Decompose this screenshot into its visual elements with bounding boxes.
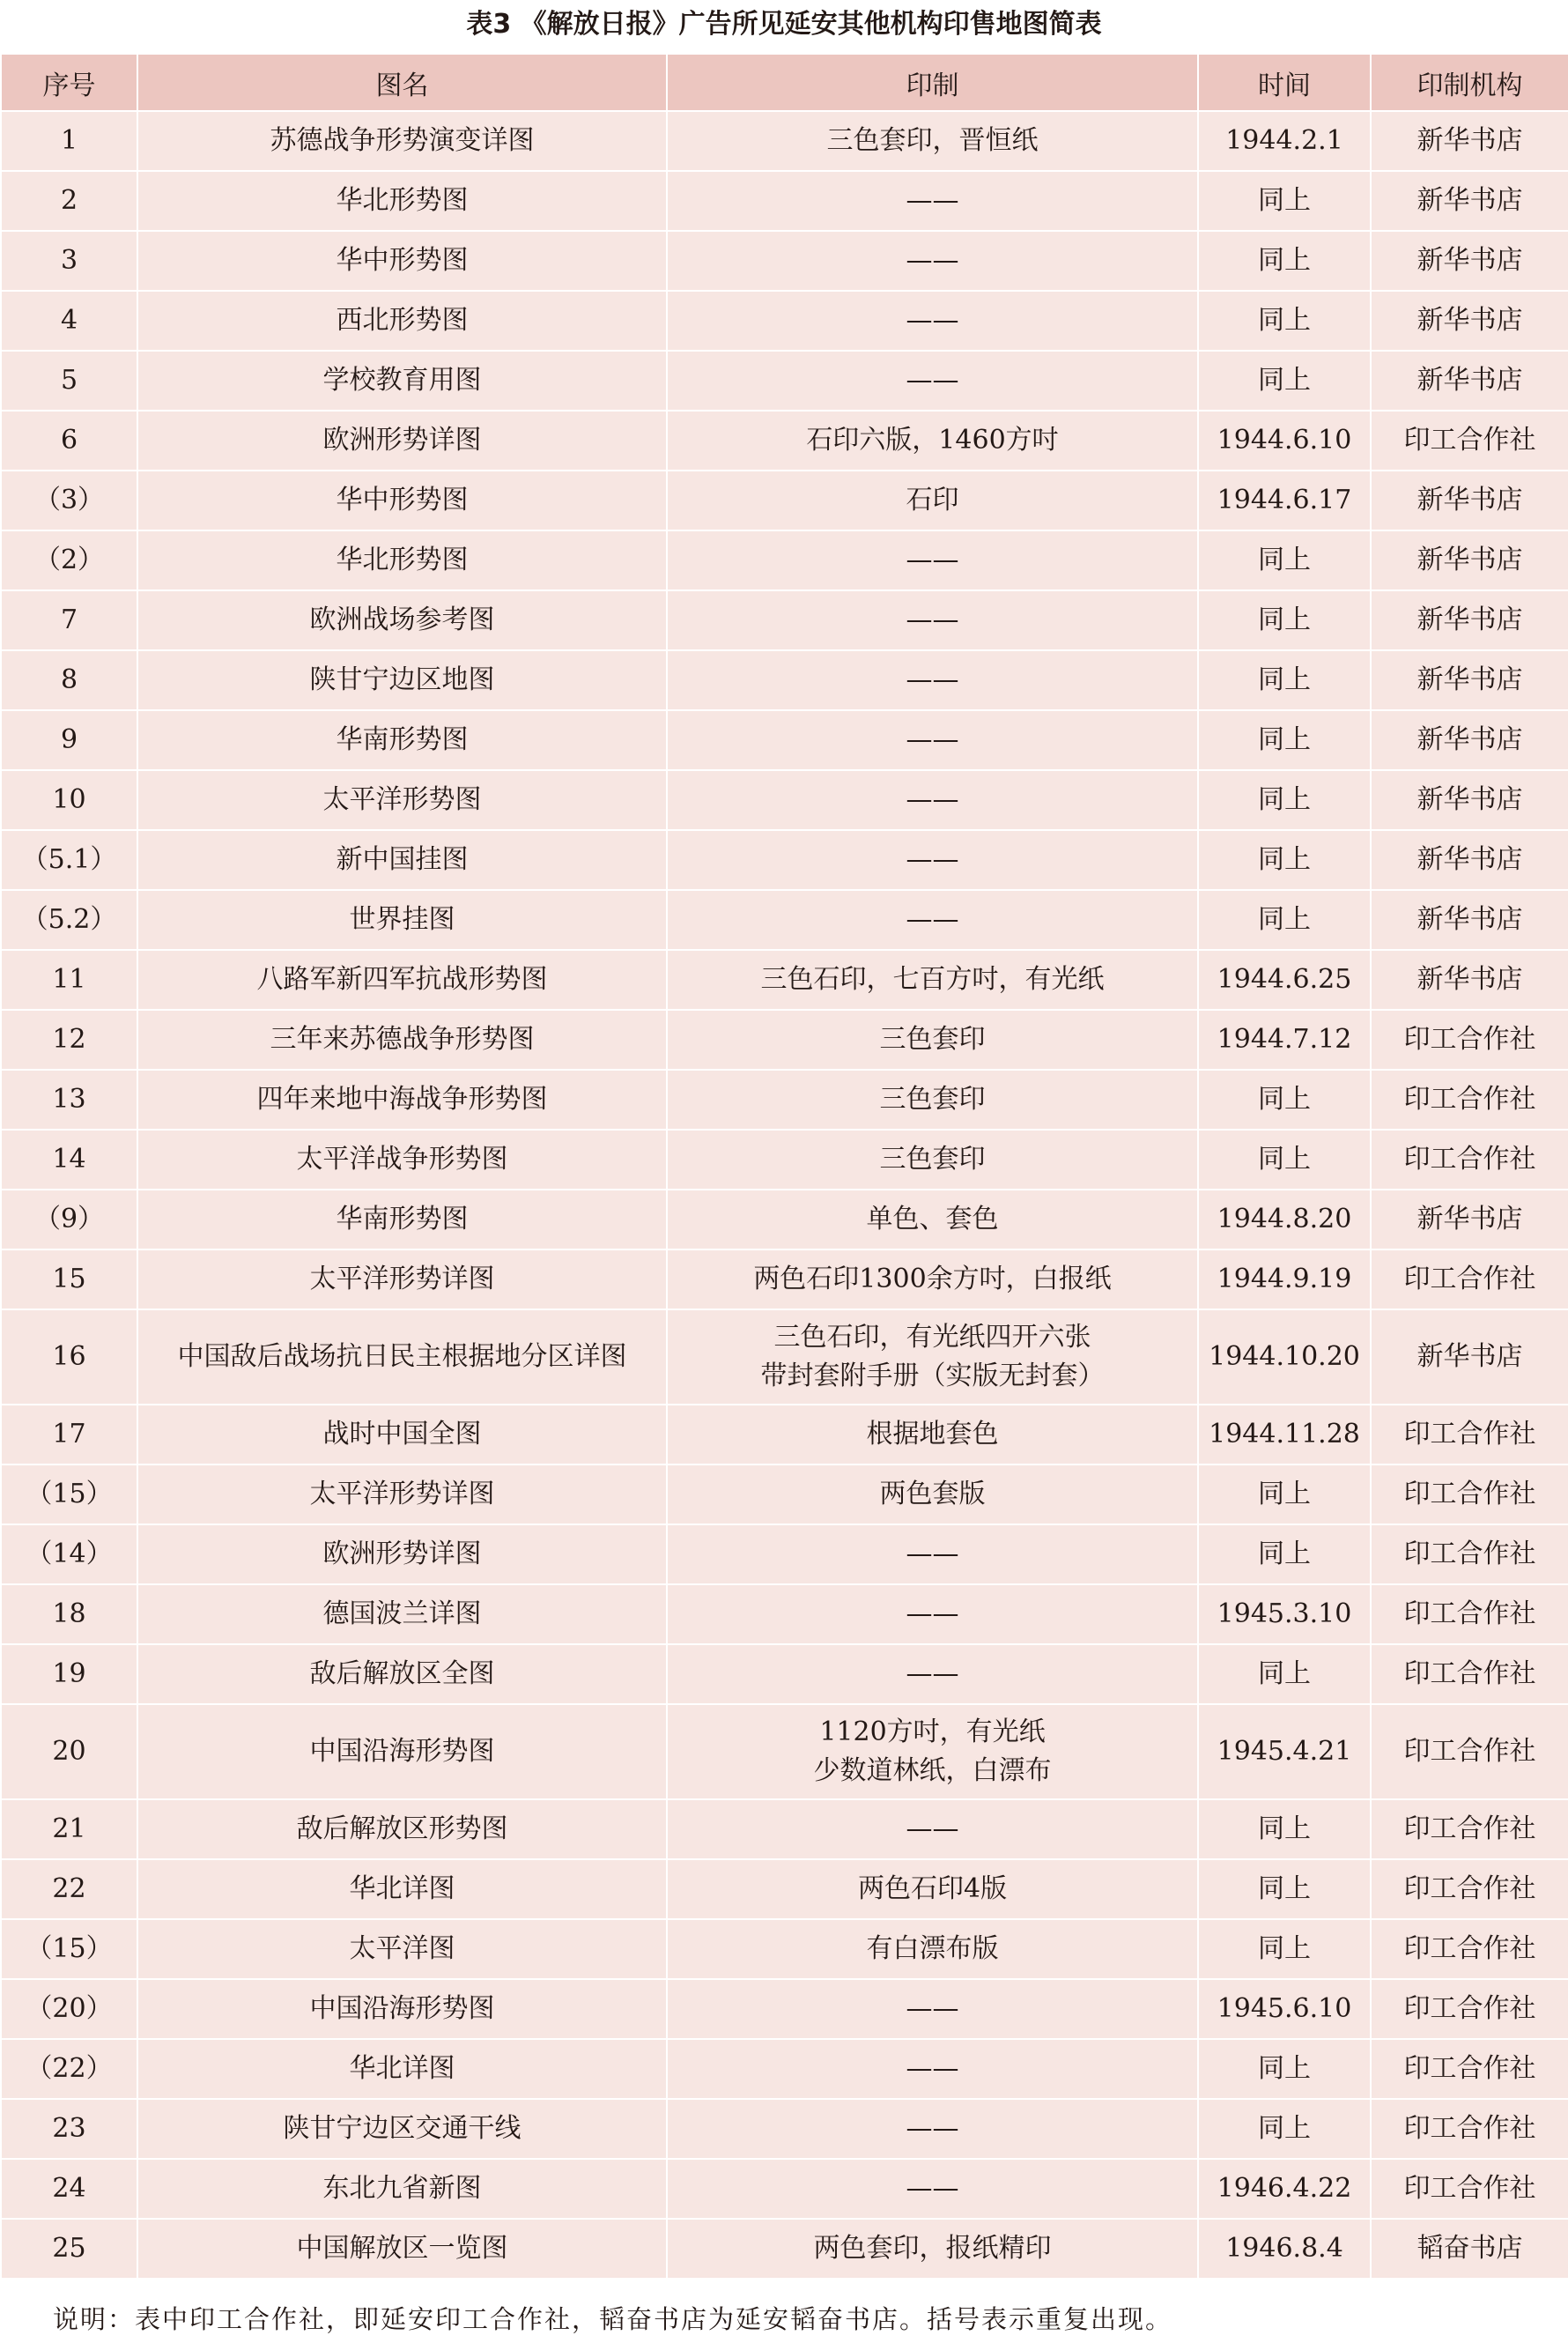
cell-name: 中国解放区一览图 (137, 2219, 667, 2279)
cell-no: （9） (1, 1190, 137, 1249)
print-line: 1120方吋，有光纸 (819, 1716, 1046, 1747)
cell-print (667, 1704, 1198, 1799)
cell-print (667, 2159, 1198, 2219)
cell-name: 世界挂图 (137, 890, 667, 950)
cell-date: 同上 (1198, 2039, 1371, 2099)
print-line: 带封套附手册（实版无封套） (760, 1361, 1105, 1391)
cell-name: 太平洋图 (137, 1919, 667, 1979)
cell-print (667, 1464, 1198, 1524)
table-row (1, 1799, 1568, 1859)
cell-name: 陕甘宁边区交通干线 (137, 2099, 667, 2159)
table-row (1, 291, 1568, 351)
cell-name: 华南形势图 (137, 1190, 667, 1249)
cell-name: 新中国挂图 (137, 830, 667, 890)
cell-org: 印工合作社 (1371, 1464, 1568, 1524)
cell-no: （14） (1, 1524, 137, 1584)
table-row (1, 1249, 1568, 1309)
header-name: 图名 (137, 55, 667, 111)
cell-print (667, 1405, 1198, 1464)
print-line: 三色石印，有光纸四开六张 (773, 1322, 1091, 1353)
print-line: 三色石印，七百方吋，有光纸 (760, 964, 1105, 995)
print-line: 三色套印 (879, 1024, 986, 1055)
cell-print (667, 890, 1198, 950)
cell-print (667, 1070, 1198, 1130)
cell-print (667, 1524, 1198, 1584)
cell-name: 敌后解放区形势图 (137, 1799, 667, 1859)
header-print: 印制 (667, 55, 1198, 111)
table-row (1, 530, 1568, 590)
cell-date: 同上 (1198, 291, 1371, 351)
cell-date: 同上 (1198, 1464, 1371, 1524)
print-line: —— (906, 245, 959, 276)
cell-org: 新华书店 (1371, 710, 1568, 770)
cell-no: 24 (1, 2159, 137, 2219)
cell-org: 印工合作社 (1371, 1405, 1568, 1464)
cell-no: 19 (1, 1644, 137, 1704)
cell-no: 17 (1, 1405, 137, 1464)
cell-org: 印工合作社 (1371, 1859, 1568, 1919)
cell-org: 新华书店 (1371, 171, 1568, 231)
cell-print (667, 770, 1198, 830)
print-line: —— (906, 545, 959, 575)
cell-name: 四年来地中海战争形势图 (137, 1070, 667, 1130)
cell-date: 同上 (1198, 1130, 1371, 1190)
cell-no: 3 (1, 231, 137, 291)
print-line: —— (906, 1598, 959, 1629)
cell-org: 新华书店 (1371, 291, 1568, 351)
cell-name: 华北详图 (137, 2039, 667, 2099)
cell-date: 同上 (1198, 830, 1371, 890)
cell-org: 韬奋书店 (1371, 2219, 1568, 2279)
cell-print (667, 1010, 1198, 1070)
cell-no: 6 (1, 411, 137, 471)
print-line: —— (906, 1993, 959, 2024)
cell-org: 印工合作社 (1371, 411, 1568, 471)
cell-no: （5.2） (1, 890, 137, 950)
table-row (1, 1859, 1568, 1919)
table-row (1, 2099, 1568, 2159)
cell-date: 同上 (1198, 231, 1371, 291)
cell-date: 1944.6.17 (1198, 471, 1371, 530)
cell-no: 8 (1, 650, 137, 710)
cell-print (667, 291, 1198, 351)
cell-date: 同上 (1198, 2099, 1371, 2159)
cell-no: 4 (1, 291, 137, 351)
print-line: 三色套印 (879, 1144, 986, 1175)
print-line: 根据地套色 (866, 1419, 999, 1450)
cell-print (667, 171, 1198, 231)
cell-print (667, 1859, 1198, 1919)
cell-no: 20 (1, 1704, 137, 1799)
cell-org: 印工合作社 (1371, 1919, 1568, 1979)
cell-date: 1944.6.10 (1198, 411, 1371, 471)
table-row (1, 1010, 1568, 1070)
cell-name: 战时中国全图 (137, 1405, 667, 1464)
print-line: —— (906, 904, 959, 935)
cell-no: （2） (1, 530, 137, 590)
cell-date: 1945.6.10 (1198, 1979, 1371, 2039)
table-row (1, 1130, 1568, 1190)
table-row (1, 1309, 1568, 1405)
cell-print (667, 1979, 1198, 2039)
cell-no: 1 (1, 111, 137, 171)
cell-date: 同上 (1198, 590, 1371, 650)
cell-org: 新华书店 (1371, 1309, 1568, 1405)
print-line: —— (906, 365, 959, 396)
table-row (1, 590, 1568, 650)
print-line: 石印六版，1460方吋 (806, 425, 1059, 456)
cell-name: 欧洲战场参考图 (137, 590, 667, 650)
cell-print (667, 471, 1198, 530)
table-row (1, 231, 1568, 291)
cell-date: 同上 (1198, 351, 1371, 411)
cell-date: 同上 (1198, 171, 1371, 231)
cell-print (667, 1130, 1198, 1190)
table-row (1, 1464, 1568, 1524)
cell-date: 同上 (1198, 1070, 1371, 1130)
cell-print (667, 1309, 1198, 1405)
cell-date: 1944.9.19 (1198, 1249, 1371, 1309)
header-date: 时间 (1198, 55, 1371, 111)
cell-org: 新华书店 (1371, 770, 1568, 830)
print-line: —— (906, 784, 959, 815)
cell-print (667, 1190, 1198, 1249)
cell-no: 7 (1, 590, 137, 650)
cell-org: 印工合作社 (1371, 2159, 1568, 2219)
cell-date: 1944.7.12 (1198, 1010, 1371, 1070)
cell-no: 5 (1, 351, 137, 411)
cell-org: 新华书店 (1371, 830, 1568, 890)
cell-org: 印工合作社 (1371, 1799, 1568, 1859)
cell-org: 印工合作社 (1371, 1704, 1568, 1799)
cell-name: 华南形势图 (137, 710, 667, 770)
cell-name: 德国波兰详图 (137, 1584, 667, 1644)
cell-name: 太平洋形势图 (137, 770, 667, 830)
cell-print (667, 1584, 1198, 1644)
cell-org: 印工合作社 (1371, 1584, 1568, 1644)
cell-name: 八路军新四军抗战形势图 (137, 950, 667, 1010)
cell-org: 印工合作社 (1371, 1644, 1568, 1704)
cell-no: 16 (1, 1309, 137, 1405)
cell-date: 1944.11.28 (1198, 1405, 1371, 1464)
cell-print (667, 111, 1198, 171)
table-row (1, 770, 1568, 830)
table-row (1, 1584, 1568, 1644)
cell-date: 同上 (1198, 650, 1371, 710)
cell-no: 25 (1, 2219, 137, 2279)
cell-date: 同上 (1198, 1799, 1371, 1859)
table-header (1, 55, 1568, 111)
cell-print (667, 950, 1198, 1010)
print-line: 两色石印4版 (857, 1873, 1008, 1904)
print-line: —— (906, 844, 959, 875)
cell-name: 中国沿海形势图 (137, 1979, 667, 2039)
print-line: —— (906, 2113, 959, 2144)
cell-print (667, 231, 1198, 291)
cell-no: 22 (1, 1859, 137, 1919)
print-line: 单色、套色 (866, 1204, 999, 1235)
cell-no: （22） (1, 2039, 137, 2099)
cell-org: 新华书店 (1371, 351, 1568, 411)
cell-print (667, 2039, 1198, 2099)
cell-date: 1944.10.20 (1198, 1309, 1371, 1405)
table-row (1, 471, 1568, 530)
cell-date: 1944.2.1 (1198, 111, 1371, 171)
print-line: 三色套印，晋恒纸 (826, 125, 1039, 156)
cell-date: 同上 (1198, 710, 1371, 770)
cell-name: 东北九省新图 (137, 2159, 667, 2219)
cell-org: 新华书店 (1371, 650, 1568, 710)
table-row (1, 710, 1568, 770)
cell-print (667, 830, 1198, 890)
table-row (1, 171, 1568, 231)
table-row (1, 950, 1568, 1010)
cell-name: 苏德战争形势演变详图 (137, 111, 667, 171)
cell-name: 三年来苏德战争形势图 (137, 1010, 667, 1070)
table-row (1, 2219, 1568, 2279)
cell-org: 新华书店 (1371, 590, 1568, 650)
cell-date: 同上 (1198, 1644, 1371, 1704)
cell-org: 印工合作社 (1371, 1070, 1568, 1130)
cell-org: 印工合作社 (1371, 1979, 1568, 2039)
cell-org: 新华书店 (1371, 1190, 1568, 1249)
cell-date: 1945.4.21 (1198, 1704, 1371, 1799)
cell-org: 印工合作社 (1371, 2039, 1568, 2099)
cell-name: 中国敌后战场抗日民主根据地分区详图 (137, 1309, 667, 1405)
cell-org: 印工合作社 (1371, 1130, 1568, 1190)
cell-no: （20） (1, 1979, 137, 2039)
print-line: 少数道林纸，白漂布 (813, 1755, 1052, 1786)
cell-print (667, 351, 1198, 411)
table-row (1, 351, 1568, 411)
cell-no: 23 (1, 2099, 137, 2159)
cell-no: （15） (1, 1464, 137, 1524)
cell-no: 12 (1, 1010, 137, 1070)
cell-org: 新华书店 (1371, 471, 1568, 530)
cell-org: 印工合作社 (1371, 2099, 1568, 2159)
cell-name: 欧洲形势详图 (137, 411, 667, 471)
table-row (1, 650, 1568, 710)
table-row (1, 411, 1568, 471)
cell-print (667, 710, 1198, 770)
table-row (1, 1919, 1568, 1979)
cell-date: 同上 (1198, 530, 1371, 590)
print-line: 两色套印，报纸精印 (813, 2233, 1052, 2264)
map-table (0, 55, 1568, 2280)
cell-no: 11 (1, 950, 137, 1010)
cell-org: 新华书店 (1371, 530, 1568, 590)
cell-no: （3） (1, 471, 137, 530)
table-title: 表3 《解放日报》广告所见延安其他机构印售地图简表 (466, 9, 1102, 40)
cell-name: 华北形势图 (137, 530, 667, 590)
cell-date: 同上 (1198, 770, 1371, 830)
print-line: —— (906, 1813, 959, 1844)
cell-print (667, 2219, 1198, 2279)
print-line: 有白漂布版 (866, 1933, 999, 1964)
cell-date: 1946.8.4 (1198, 2219, 1371, 2279)
cell-org: 印工合作社 (1371, 1524, 1568, 1584)
cell-name: 西北形势图 (137, 291, 667, 351)
cell-name: 陕甘宁边区地图 (137, 650, 667, 710)
print-line: —— (906, 1539, 959, 1569)
cell-no: 18 (1, 1584, 137, 1644)
cell-date: 1946.4.22 (1198, 2159, 1371, 2219)
table-row (1, 2159, 1568, 2219)
cell-date: 同上 (1198, 890, 1371, 950)
cell-no: 13 (1, 1070, 137, 1130)
cell-date: 1944.6.25 (1198, 950, 1371, 1010)
table-note: 说明：表中印工合作社，即延安印工合作社，韬奋书店为延安韬奋书店。括号表示重复出现。 (53, 2304, 1173, 2334)
cell-no: 9 (1, 710, 137, 770)
cell-print (667, 411, 1198, 471)
print-line: —— (906, 724, 959, 755)
cell-name: 华北详图 (137, 1859, 667, 1919)
print-line: —— (906, 1658, 959, 1689)
cell-print (667, 650, 1198, 710)
cell-org: 印工合作社 (1371, 1249, 1568, 1309)
header-org: 印制机构 (1371, 55, 1568, 111)
table-row (1, 1070, 1568, 1130)
print-line: 两色石印1300余方吋，白报纸 (753, 1264, 1112, 1294)
print-line: 两色套版 (879, 1479, 986, 1509)
cell-print (667, 530, 1198, 590)
table-row (1, 1644, 1568, 1704)
print-line: —— (906, 664, 959, 695)
cell-no: 14 (1, 1130, 137, 1190)
cell-name: 中国沿海形势图 (137, 1704, 667, 1799)
cell-no: 15 (1, 1249, 137, 1309)
table-row (1, 111, 1568, 171)
cell-print (667, 2099, 1198, 2159)
cell-no: 21 (1, 1799, 137, 1859)
cell-date: 同上 (1198, 1524, 1371, 1584)
cell-name: 华中形势图 (137, 471, 667, 530)
cell-date: 同上 (1198, 1919, 1371, 1979)
print-line: —— (906, 2173, 959, 2204)
cell-print (667, 1799, 1198, 1859)
print-line: —— (906, 185, 959, 216)
cell-org: 新华书店 (1371, 231, 1568, 291)
cell-date: 1944.8.20 (1198, 1190, 1371, 1249)
cell-no: 2 (1, 171, 137, 231)
cell-no: （5.1） (1, 830, 137, 890)
header-no: 序号 (1, 55, 137, 111)
print-line: —— (906, 2053, 959, 2084)
cell-org: 新华书店 (1371, 890, 1568, 950)
cell-org: 印工合作社 (1371, 1010, 1568, 1070)
print-line: 石印 (906, 485, 959, 515)
cell-print (667, 590, 1198, 650)
cell-name: 欧洲形势详图 (137, 1524, 667, 1584)
cell-no: 10 (1, 770, 137, 830)
cell-org: 新华书店 (1371, 950, 1568, 1010)
cell-name: 敌后解放区全图 (137, 1644, 667, 1704)
cell-print (667, 1644, 1198, 1704)
cell-name: 华中形势图 (137, 231, 667, 291)
print-line: —— (906, 305, 959, 336)
cell-print (667, 1249, 1198, 1309)
cell-name: 太平洋战争形势图 (137, 1130, 667, 1190)
table-row (1, 1190, 1568, 1249)
table-row (1, 2039, 1568, 2099)
cell-date: 1945.3.10 (1198, 1584, 1371, 1644)
table-row (1, 1524, 1568, 1584)
cell-name: 太平洋形势详图 (137, 1249, 667, 1309)
table-row (1, 1979, 1568, 2039)
cell-org: 新华书店 (1371, 111, 1568, 171)
cell-name: 学校教育用图 (137, 351, 667, 411)
table-row (1, 1405, 1568, 1464)
table-body (1, 111, 1568, 2279)
table-row (1, 890, 1568, 950)
cell-no: （15） (1, 1919, 137, 1979)
table-row (1, 1704, 1568, 1799)
cell-name: 太平洋形势详图 (137, 1464, 667, 1524)
cell-date: 同上 (1198, 1859, 1371, 1919)
table-row (1, 830, 1568, 890)
cell-name: 华北形势图 (137, 171, 667, 231)
print-line: —— (906, 604, 959, 635)
print-line: 三色套印 (879, 1084, 986, 1115)
cell-print (667, 1919, 1198, 1979)
